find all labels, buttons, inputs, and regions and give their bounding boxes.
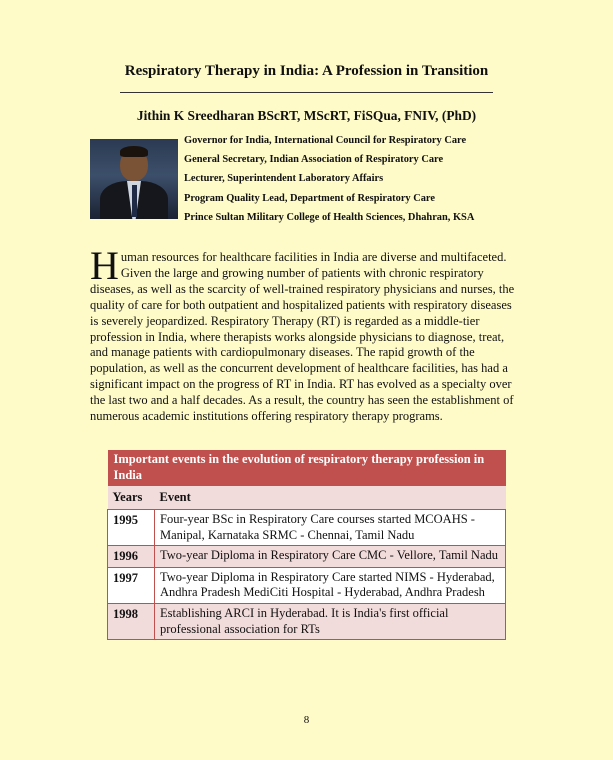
affiliation-line: Governor for India, International Council for Respiratory Care	[184, 135, 467, 146]
photo-tie	[132, 185, 137, 217]
article-title: Respiratory Therapy in India: A Profession in Transition	[124, 63, 489, 79]
table-row	[108, 510, 506, 546]
affiliation-line: General Secretary, Indian Association of Respiratory Care	[184, 154, 444, 166]
column-header-years: Years	[108, 486, 155, 510]
photo-hair	[120, 146, 148, 157]
drop-cap: H	[90, 243, 119, 288]
table-column-header	[108, 486, 506, 510]
table-row	[108, 567, 506, 603]
row-year: 1997	[108, 567, 155, 603]
author-photo	[90, 139, 178, 219]
row-event: Establishing ARCI in Hyderabad. It is India's first official professional association for RTs	[155, 603, 506, 639]
row-year: 1996	[108, 546, 155, 568]
row-year: 1995	[108, 510, 155, 546]
table-caption: Important events in the evolution of respiratory therapy profession in India	[108, 450, 506, 486]
title-divider	[120, 92, 493, 93]
affiliation-line: Prince Sultan Military College of Health Sciences, Dhahran, KSA	[184, 211, 475, 223]
author-affiliations	[184, 131, 474, 227]
table-row	[108, 603, 506, 639]
article-body	[90, 243, 520, 425]
affiliation-line: Program Quality Lead, Department of Respiratory Care	[184, 192, 435, 204]
body-paragraph: uman resources for healthcare facilities in India are diverse and multifaceted. Given the large and growing number of patients with chronic respiratory diseases, as well as the scarcity of well-trained respiratory physicians and nurses, the quality of care for both outpatient and hospitalized patients with respiratory diseases is severely jeopardized. Respiratory Therapy (RT) is regarded as a middle-tier profession in India, where therapists works alongside physicians to diagnose, treat, and manage patients with cardiopulmonary diseases. The rapid growth of the population, as well as the concurrent development of healthcare facilities, has had a significant impact on the progress of RT in India. RT has evolved as a specialty over the last two and a half decades. As a result, the country has seen the establishment of numerous academic institutions offering respiratory therapy programs.	[90, 250, 515, 424]
row-event: Two-year Diploma in Respiratory Care started NIMS - Hyderabad, Andhra Pradesh MediCiti Hospital - Hyderabad, Andhra Pradesh	[155, 567, 506, 603]
row-year: 1998	[108, 603, 155, 639]
row-event: Two-year Diploma in Respiratory Care CMC - Vellore, Tamil Nadu	[155, 546, 506, 568]
row-event: Four-year BSc in Respiratory Care courses started MCOAHS - Manipal, Karnataka SRMC - Chennai, Tamil Nadu	[155, 510, 506, 546]
page-number: 8	[303, 714, 310, 726]
table-caption-row	[108, 450, 506, 486]
author-name: Jithin K Sreedharan BScRT, MScRT, FiSQua, FNIV, (PhD)	[136, 108, 477, 123]
affiliation-line: Lecturer, Superintendent Laboratory Affairs	[184, 173, 384, 185]
column-header-event: Event	[155, 486, 506, 510]
events-table	[107, 450, 506, 640]
table-row	[108, 546, 506, 568]
